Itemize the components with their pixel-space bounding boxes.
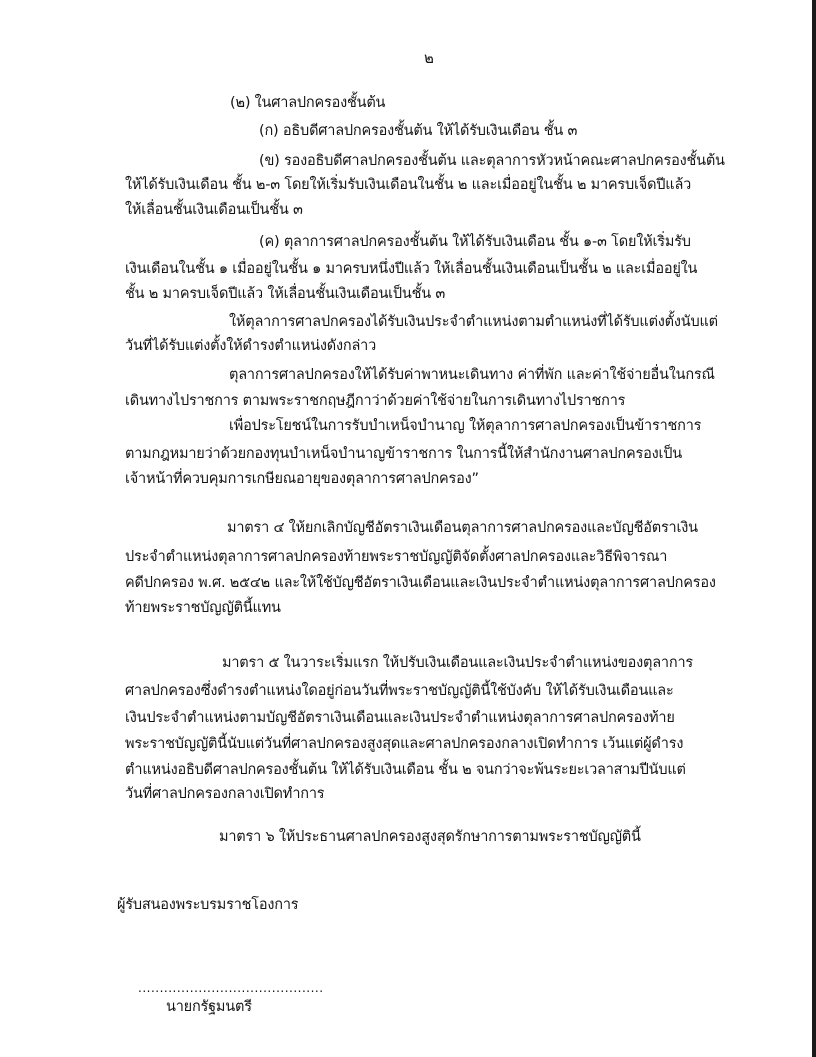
item-c-line-1: (ค) ตุลาการศาลปกครองชั้นต้น ให้ได้รับเงินเดือน ชั้น ๑-๓ โดยให้เริ่มรับ	[259, 234, 691, 250]
section-5-line-3: เงินประจำตำแหน่งตามบัญชีอัตราเงินเดือนและเงินประจำตำแหน่งตุลาการศาลปกครองท้าย	[125, 710, 675, 726]
item-c-line-2: เงินเดือนในชั้น ๑ เมื่ออยู่ในชั้น ๑ มาครบหนึ่งปีแล้ว ให้เลื่อนชั้นเงินเดือนเป็นชั้น ๒ และเมื่ออยู่ใน	[125, 261, 698, 277]
item-b-line-2: ให้ได้รับเงินเดือน ชั้น ๒-๓ โดยให้เริ่มรับเงินเดือนในชั้น ๒ และเมื่ออยู่ในชั้น ๒ มาครบเจ็ดปีแล้ว	[125, 177, 692, 193]
section-4-line-1: มาตรา ๔ ให้ยกเลิกบัญชีอัตราเงินเดือนตุลาการศาลปกครองและบัญชีอัตราเงิน	[227, 520, 698, 536]
section-heading-court-first-instance: (๒) ในศาลปกครองชั้นต้น	[230, 95, 386, 111]
section-4-line-3: คดีปกครอง พ.ศ. ๒๕๔๒ และให้ใช้บัญชีอัตราเงินเดือนและเงินประจำตำแหน่งตุลาการศาลปกครอง	[125, 575, 716, 591]
signature-line: ...........................................	[138, 981, 324, 995]
section-4-line-4: ท้ายพระราชบัญญัตินี้แทน	[125, 600, 281, 616]
item-b-line-3: ให้เลื่อนชั้นเงินเดือนเป็นชั้น ๓	[125, 202, 303, 218]
paragraph-travel-line-1: ตุลาการศาลปกครองให้ได้รับค่าพาหนะเดินทาง ค่าที่พัก และค่าใช้จ่ายอื่นในกรณี	[229, 367, 715, 383]
section-5-line-2: ศาลปกครองซึ่งดำรงตำแหน่งใดอยู่ก่อนวันที่พระราชบัญญัตินี้ใช้บังคับ ให้ได้รับเงินเดือนและ	[125, 683, 674, 699]
item-b-line-1: (ข) รองอธิบดีศาลปกครองชั้นต้น และตุลาการหัวหน้าคณะศาลปกครองชั้นต้น	[259, 153, 725, 169]
paragraph-position-pay-line-2: วันที่ได้รับแต่งตั้งให้ดำรงตำแหน่งดังกล่าว	[125, 338, 377, 354]
section-4-line-2: ประจำตำแหน่งตุลาการศาลปกครองท้ายพระราชบัญญัติจัดตั้งศาลปกครองและวิธีพิจารณา	[125, 549, 668, 565]
closing-line: ผู้รับสนองพระบรมราชโองการ	[117, 897, 299, 913]
paragraph-travel-line-2: เดินทางไปราชการ ตามพระราชกฤษฎีกาว่าด้วยค่าใช้จ่ายในการเดินทางไปราชการ	[125, 393, 626, 409]
item-c-line-3: ชั้น ๒ มาครบเจ็ดปีแล้ว ให้เลื่อนชั้นเงินเดือนเป็นชั้น ๓	[125, 286, 446, 302]
section-5-line-5: ตำแหน่งอธิบดีศาลปกครองชั้นต้น ให้ได้รับเงินเดือน ชั้น ๒ จนกว่าจะพ้นระยะเวลาสามปีนับแต่	[125, 762, 686, 778]
page-number: ๒	[424, 49, 434, 67]
paragraph-pension-line-1: เพื่อประโยชน์ในการรับบำเหน็จบำนาญ ให้ตุลาการศาลปกครองเป็นข้าราชการ	[229, 418, 702, 434]
paragraph-position-pay-line-1: ให้ตุลาการศาลปกครองได้รับเงินประจำตำแหน่งตามตำแหน่งที่ได้รับแต่งตั้งนับแต่	[229, 314, 718, 330]
section-5-line-4: พระราชบัญญัตินี้นับแต่วันที่ศาลปกครองสูงสุดและศาลปกครองกลางเปิดทำการ เว้นแต่ผู้ดำรง	[125, 736, 684, 752]
signatory-title: นายกรัฐมนตรี	[166, 999, 252, 1015]
section-5-line-1: มาตรา ๕ ในวาระเริ่มแรก ให้ปรับเงินเดือนและเงินประจำตำแหน่งของตุลาการ	[222, 655, 693, 671]
item-a: (ก) อธิบดีศาลปกครองชั้นต้น ให้ได้รับเงินเดือน ชั้น ๓	[259, 123, 578, 139]
paragraph-pension-line-3: เจ้าหน้าที่ควบคุมการเกษียณอายุของตุลาการศาลปกครอง”	[125, 471, 479, 487]
section-5-line-6: วันที่ศาลปกครองกลางเปิดทำการ	[125, 786, 325, 802]
paragraph-pension-line-2: ตามกฎหมายว่าด้วยกองทุนบำเหน็จบำนาญข้าราชการ ในการนี้ให้สำนักงานศาลปกครองเป็น	[125, 446, 682, 462]
section-6: มาตรา ๖ ให้ประธานศาลปกครองสูงสุดรักษาการตามพระราชบัญญัตินี้	[219, 829, 641, 845]
scan-edge-border	[812, 0, 816, 1057]
